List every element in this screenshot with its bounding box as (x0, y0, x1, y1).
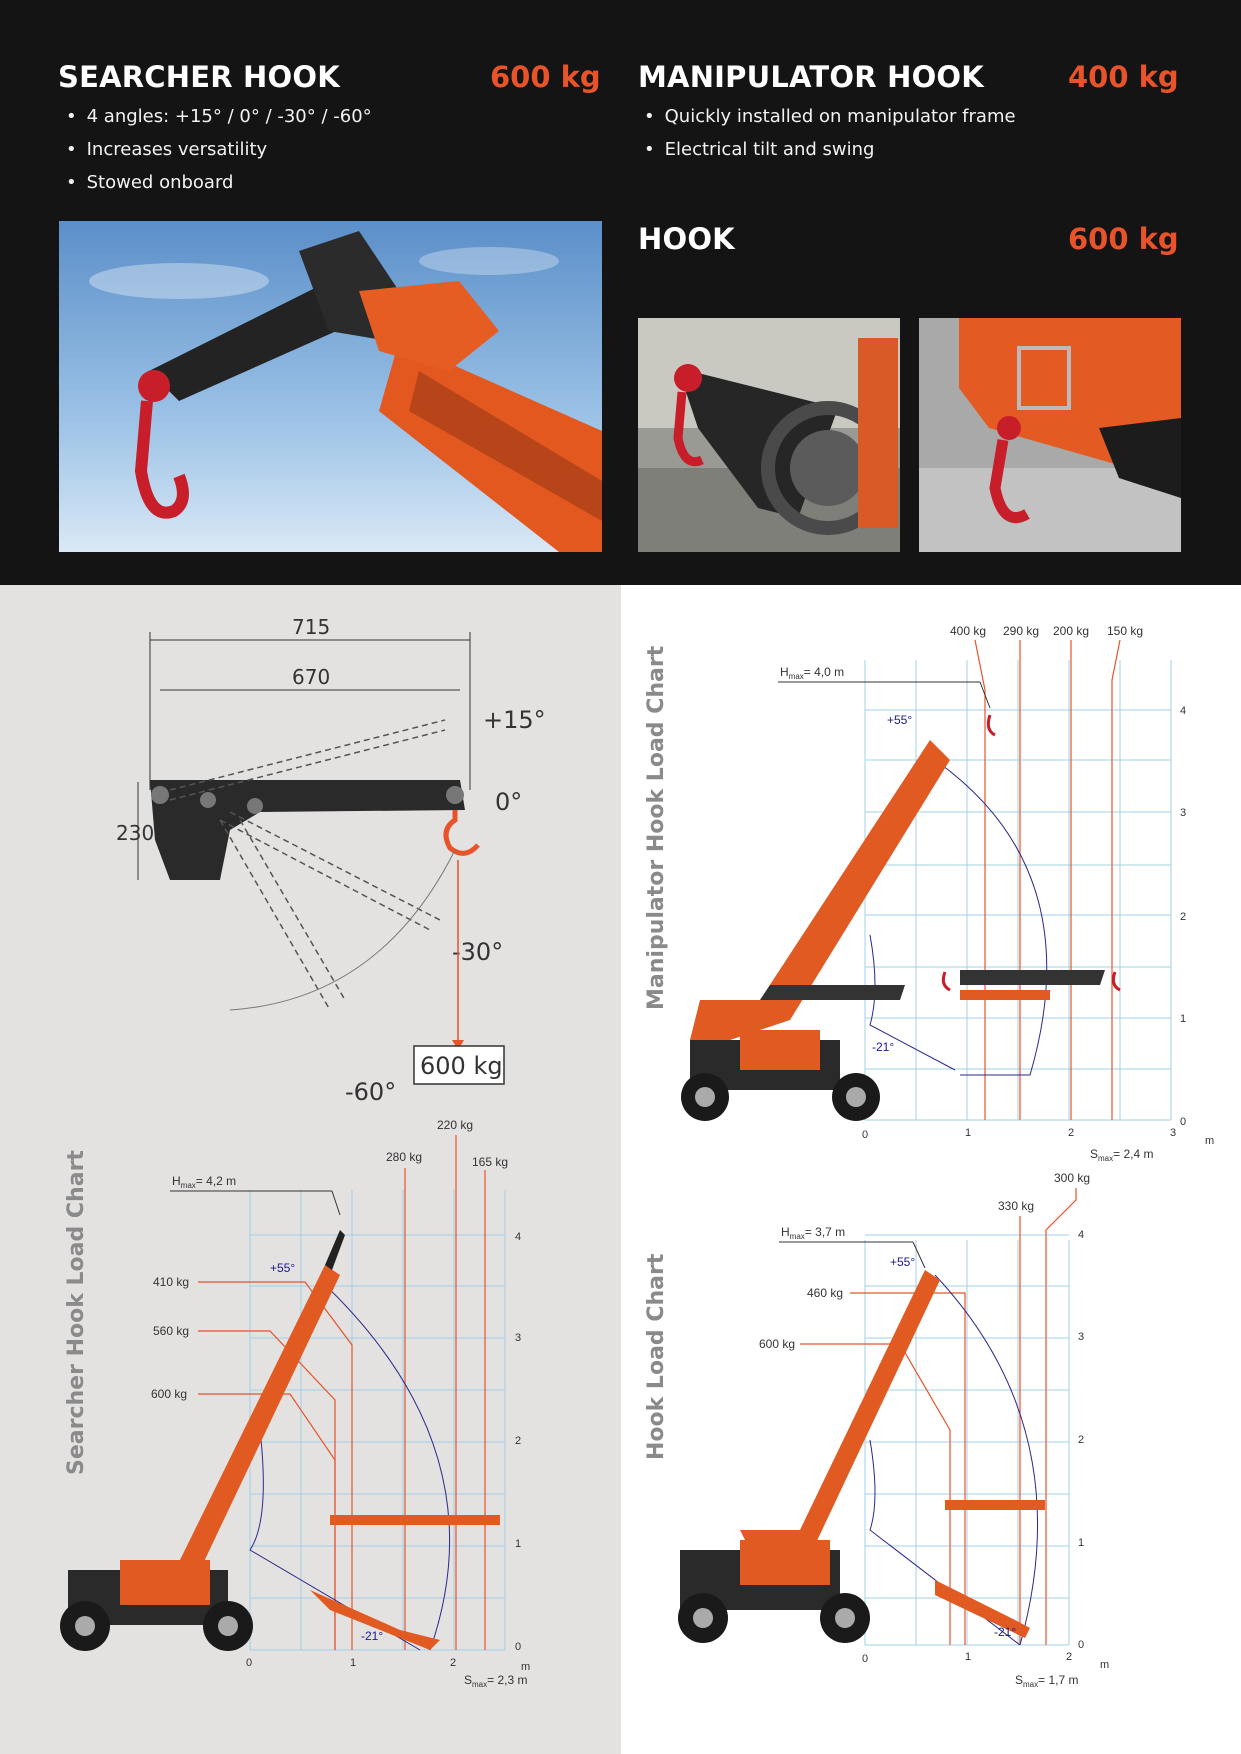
y-tick: 0 (1078, 1639, 1085, 1651)
angle-0-label: 0° (495, 788, 523, 816)
manipulator-chart-title: Manipulator Hook Load Chart (644, 645, 669, 1010)
smax-label: $S_{max}= 2,4$ m (1090, 1147, 1154, 1163)
angle-minus60-label: -60° (345, 1078, 397, 1106)
load-label: 300 kg (1054, 1171, 1091, 1185)
y-tick: 3 (1180, 807, 1187, 819)
load-label: 330 kg (998, 1199, 1035, 1213)
y-tick: 3 (515, 1332, 522, 1344)
searcher-arm (150, 780, 465, 880)
side-load-label: 600 kg (759, 1337, 796, 1351)
x-tick: 2 (450, 1657, 457, 1669)
load-label: 220 kg (437, 1118, 474, 1132)
machine-boom (740, 1270, 940, 1560)
searcher-load-chart (60, 1118, 530, 1689)
y-tick: 4 (515, 1231, 522, 1243)
angle-down-label: -21° (361, 1629, 384, 1643)
load-box-label: 600 kg (420, 1052, 503, 1080)
feature-item: • 4 angles: +15° / 0° / -30° / -60° (66, 100, 372, 133)
smax-label: $S_{max}= 2,3$ m (464, 1673, 528, 1689)
side-load-label: 410 kg (153, 1275, 190, 1289)
dim-height-label: 230 (116, 821, 155, 845)
load-label: 165 kg (472, 1155, 509, 1169)
side-load-label: 600 kg (151, 1387, 188, 1401)
feature-item: • Quickly installed on manipulator frame (644, 100, 1016, 133)
feature-item: • Stowed onboard (66, 166, 372, 199)
y-tick: 2 (1180, 911, 1187, 923)
load-label: 400 kg (950, 624, 987, 638)
searcher-chart-title: Searcher Hook Load Chart (64, 1150, 89, 1475)
load-label: 290 kg (1003, 624, 1040, 638)
hook-title: HOOK (638, 222, 735, 256)
y-tick: 4 (1180, 705, 1187, 717)
y-tick: 4 (1078, 1229, 1085, 1241)
x-tick: 0 (246, 1657, 253, 1669)
manipulator-hook-weight: 400 kg (1068, 60, 1179, 94)
dim-outer-label: 715 (292, 615, 331, 639)
hmax-label: $H_{max}= 4,0$ m (780, 665, 845, 681)
y-tick: 2 (515, 1435, 522, 1447)
hmax-label: $H_{max}= 4,2$ m (172, 1174, 237, 1190)
y-tick: 3 (1078, 1331, 1085, 1343)
x-tick: 1 (965, 1651, 972, 1663)
machine-boom (120, 1265, 340, 1590)
y-tick: 0 (515, 1641, 522, 1653)
searcher-hook-weight: 600 kg (490, 60, 601, 94)
y-tick: 1 (515, 1538, 522, 1550)
searcher-dimension-drawing (116, 615, 546, 1106)
angle-down-label: -21° (872, 1040, 895, 1054)
angle-up-label: +55° (887, 713, 913, 727)
side-load-label: 460 kg (807, 1286, 844, 1300)
x-unit: m (1205, 1135, 1215, 1147)
angle-up-label: +55° (270, 1261, 296, 1275)
angle-plus15-label: +15° (483, 706, 546, 734)
manipulator-hook-title: MANIPULATOR HOOK (638, 60, 984, 94)
y-tick: 1 (1078, 1537, 1085, 1549)
x-tick: 2 (1068, 1127, 1075, 1139)
angle-down-label: -21° (994, 1625, 1017, 1639)
feature-item: • Increases versatility (66, 133, 372, 166)
y-tick: 2 (1078, 1434, 1085, 1446)
searcher-hook-title: SEARCHER HOOK (58, 60, 340, 94)
y-tick: 0 (1180, 1116, 1187, 1128)
load-label: 200 kg (1053, 624, 1090, 638)
hook-chart-title: Hook Load Chart (644, 1253, 669, 1460)
x-tick: 3 (1170, 1127, 1177, 1139)
angle-minus30-label: -30° (452, 938, 504, 966)
manipulator-load-chart (644, 624, 1214, 1163)
x-tick: 1 (350, 1657, 357, 1669)
y-tick: 1 (1180, 1013, 1187, 1025)
hook-load-chart (644, 1171, 1109, 1689)
hmax-label: $H_{max}= 3,7$ m (781, 1225, 846, 1241)
hook-weight: 600 kg (1068, 222, 1179, 256)
smax-label: $S_{max}= 1,7$ m (1015, 1673, 1079, 1689)
load-label: 280 kg (386, 1150, 423, 1164)
hook-0-deg (446, 810, 478, 853)
x-tick: 1 (965, 1127, 972, 1139)
dim-inner-label: 670 (292, 665, 331, 689)
x-tick: 0 (862, 1653, 869, 1665)
load-label: 150 kg (1107, 624, 1144, 638)
side-load-label: 560 kg (153, 1324, 190, 1338)
x-tick: 2 (1066, 1651, 1073, 1663)
angle-up-label: +55° (890, 1255, 916, 1269)
x-tick: 0 (862, 1129, 869, 1141)
feature-item: • Electrical tilt and swing (644, 133, 1016, 166)
x-unit: m (521, 1661, 531, 1673)
x-unit: m (1100, 1659, 1110, 1671)
